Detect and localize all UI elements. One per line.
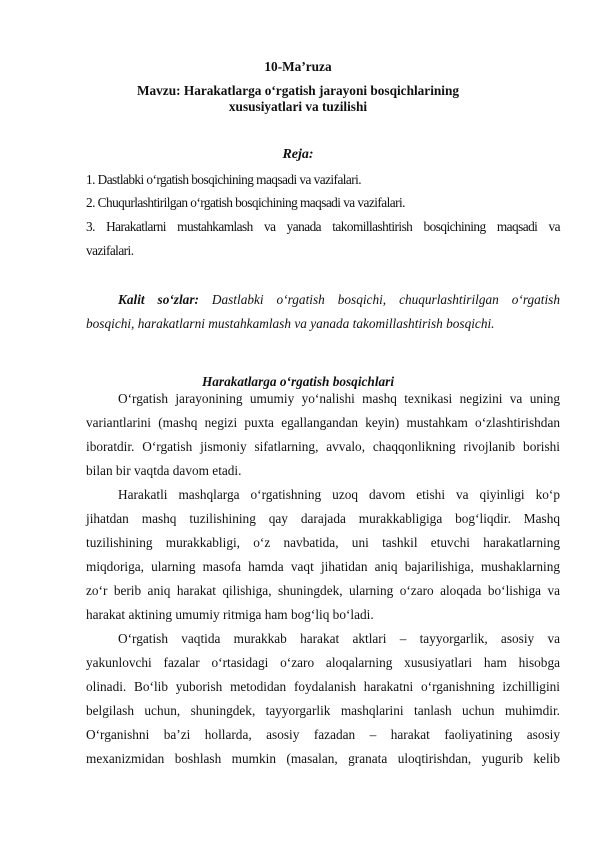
keywords-line-2: bosqichi, harakatlarni mustahkamlash va yanada takomillashtirish bosqichi. [86, 316, 495, 331]
paragraph-line: yakunlovchi fazalar o‘rtasidagi o‘zaro aloqalarning xususiyatlari ham hisobga [86, 655, 560, 670]
section-title: Harakatlarga o‘rgatish bosqichlari [201, 374, 395, 389]
paragraph-line: zo‘r berib aniq harakat qilishiga, shuningdek, ularning o‘zaro aloqada bo‘lishiga va [86, 583, 560, 598]
plan-item-3-continued: vazifalari. [86, 243, 134, 258]
lecture-number: 10-Ma’ruza [264, 59, 332, 74]
paragraph-line: bilan bir vaqtda davom etadi. [86, 463, 242, 478]
plan-item-1: 1. Dastlabki o‘rgatish bosqichining maqsadi va vazifalari. [86, 172, 362, 187]
paragraph-line: O‘rganishni ba’zi hollarda, asosiy fazadan – harakat faoliyatining asosiy [86, 727, 560, 742]
paragraph-line: mexanizmidan boshlash mumkin (masalan, granata uloqtirishdan, yugurib kelib [86, 751, 560, 766]
topic-title-line-2: xususiyatlari va tuzilishi [228, 99, 368, 114]
keywords-label: Kalit so‘zlar: [118, 292, 199, 307]
paragraph-line: O‘rgatish jarayonining umumiy yo‘nalishi mashq texnikasi negizini va uning [118, 391, 560, 406]
paragraph-line: jihatdan mashq tuzilishining qay darajada murakkabligiga bog‘liqdir. Mashq [86, 511, 560, 526]
keywords-text-1: Dastlabki o‘rgatish bosqichi, chuqurlashtirilgan o‘rgatish [211, 292, 561, 307]
paragraph-line: variantlarini (mashq negizi puxta egallangandan keyin) mustahkam o‘zlashtirishdan [86, 415, 560, 430]
paragraph-line: belgilash uchun, shuningdek, tayyorgarlik mashqlarini tanlash uchun muhimdir. [86, 703, 560, 718]
plan-item-3: 3. Harakatlarni mustahkamlash va yanada takomillashtirish bosqichining maqsadi va [86, 219, 560, 234]
plan-title: Reja: [282, 147, 314, 162]
keywords-line-1 [118, 292, 560, 308]
paragraph-line: tuzilishining murakkabligi, o‘z navbatida, uni tashkil etuvchi harakatlarning [86, 535, 560, 550]
paragraph-line: iboratdir. O‘rgatish jismoniy sifatlarning, avvalo, chaqqonlikning rivojlanib borishi [86, 439, 560, 454]
topic-title-line-1: Mavzu: Harakatlarga o‘rgatish jarayoni bosqichlarining [136, 83, 460, 98]
paragraph-line: miqdoriga, ularning masofa hamda vaqt jihatidan aniq bajarilishiga, mushaklarning [86, 559, 560, 574]
paragraph-line: Harakatli mashqlarga o‘rgatishning uzoq davom etishi va qiyinligi ko‘p [118, 487, 560, 502]
plan-item-2: 2. Chuqurlashtirilgan o‘rgatish bosqichining maqsadi va vazifalari. [86, 195, 405, 210]
paragraph-line: harakat aktining umumiy ritmiga ham bog‘liq bo‘ladi. [86, 607, 374, 622]
paragraph-line: O‘rgatish vaqtida murakkab harakat aktlari – tayyorgarlik, asosiy va [118, 631, 560, 646]
paragraph-line: olinadi. Bo‘lib yuborish metodidan foydalanish harakatni o‘rganishning izchilligini [86, 679, 560, 694]
